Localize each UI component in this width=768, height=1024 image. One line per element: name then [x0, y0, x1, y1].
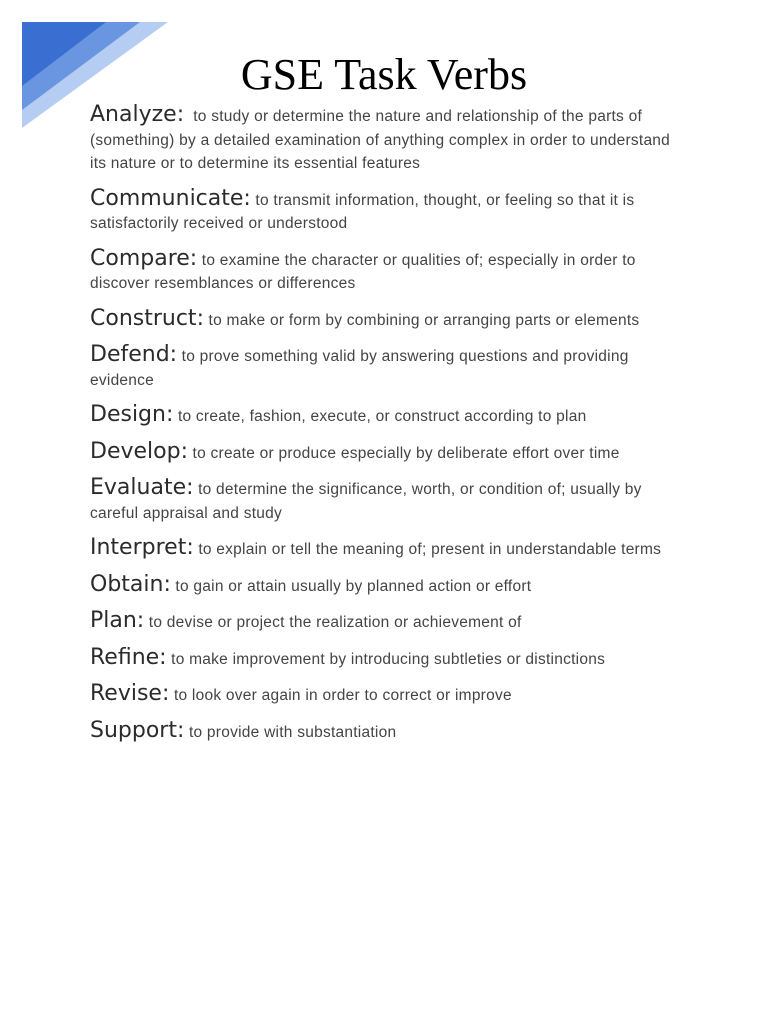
verb-term: Refine: [90, 644, 167, 670]
verb-entry-evaluate [90, 476, 685, 525]
verb-definition: to transmit information, thought, or feeling so that it is satisfactorily received or understood [90, 191, 635, 232]
verb-term: Design: [90, 402, 174, 427]
verb-definition: to make improvement by introducing subtleties or distinctions [171, 650, 606, 668]
verb-entry-construct [90, 307, 685, 333]
verb-definition: to create or produce especially by deliberate effort over time [192, 444, 620, 462]
verb-definition: to explain or tell the meaning of; present in understandable terms [198, 541, 662, 558]
verb-term: Support: [90, 717, 185, 743]
verb-term: Compare: [90, 245, 198, 271]
verb-term: Defend: [90, 342, 178, 367]
verb-term: Plan: [90, 608, 145, 633]
verb-entry-analyze [90, 103, 685, 176]
verb-definition: to create, fashion, execute, or construct according to plan [177, 408, 587, 425]
verb-term: Analyze: [90, 102, 185, 127]
verb-entry-design [90, 403, 685, 429]
verb-definition: to determine the significance, worth, or condition of; usually by careful appraisal and study [90, 481, 642, 522]
verb-entry-communicate [90, 187, 685, 236]
verb-term: Communicate: [90, 185, 251, 211]
verb-entry-support [90, 719, 685, 745]
verb-list [90, 103, 685, 755]
verb-term: Obtain: [90, 571, 171, 597]
verb-entry-defend [90, 343, 685, 392]
verb-entry-obtain [90, 573, 685, 599]
verb-definition: to gain or attain usually by planned action or effort [175, 577, 532, 595]
verb-term: Construct: [90, 305, 204, 331]
verb-term: Revise: [90, 681, 170, 706]
verb-definition: to provide with substantiation [188, 723, 397, 741]
page-title: GSE Task Verbs [240, 50, 528, 99]
verb-definition: to devise or project the realization or achievement of [148, 614, 522, 631]
verb-term: Interpret: [90, 535, 194, 560]
verb-entry-interpret [90, 536, 685, 562]
verb-definition: to examine the character or qualities of; especially in order to discover resemblances or differences [90, 251, 636, 292]
verb-definition: to prove something valid by answering questions and providing evidence [90, 348, 629, 389]
verb-definition: to make or form by combining or arranging parts or elements [208, 311, 640, 329]
verb-term: Evaluate: [90, 475, 194, 500]
verb-entry-plan [90, 609, 685, 635]
verb-entry-revise [90, 682, 685, 708]
verb-term: Develop: [90, 438, 188, 464]
verb-definition: to study or determine the nature and relationship of the parts of (something) by a detailed examination of anything complex in order to understand its nature or to determine its essential features [90, 108, 671, 172]
verb-definition: to look over again in order to correct or improve [173, 687, 512, 704]
verb-entry-refine [90, 646, 685, 672]
verb-entry-compare [90, 247, 685, 296]
verb-entry-develop [90, 440, 685, 466]
